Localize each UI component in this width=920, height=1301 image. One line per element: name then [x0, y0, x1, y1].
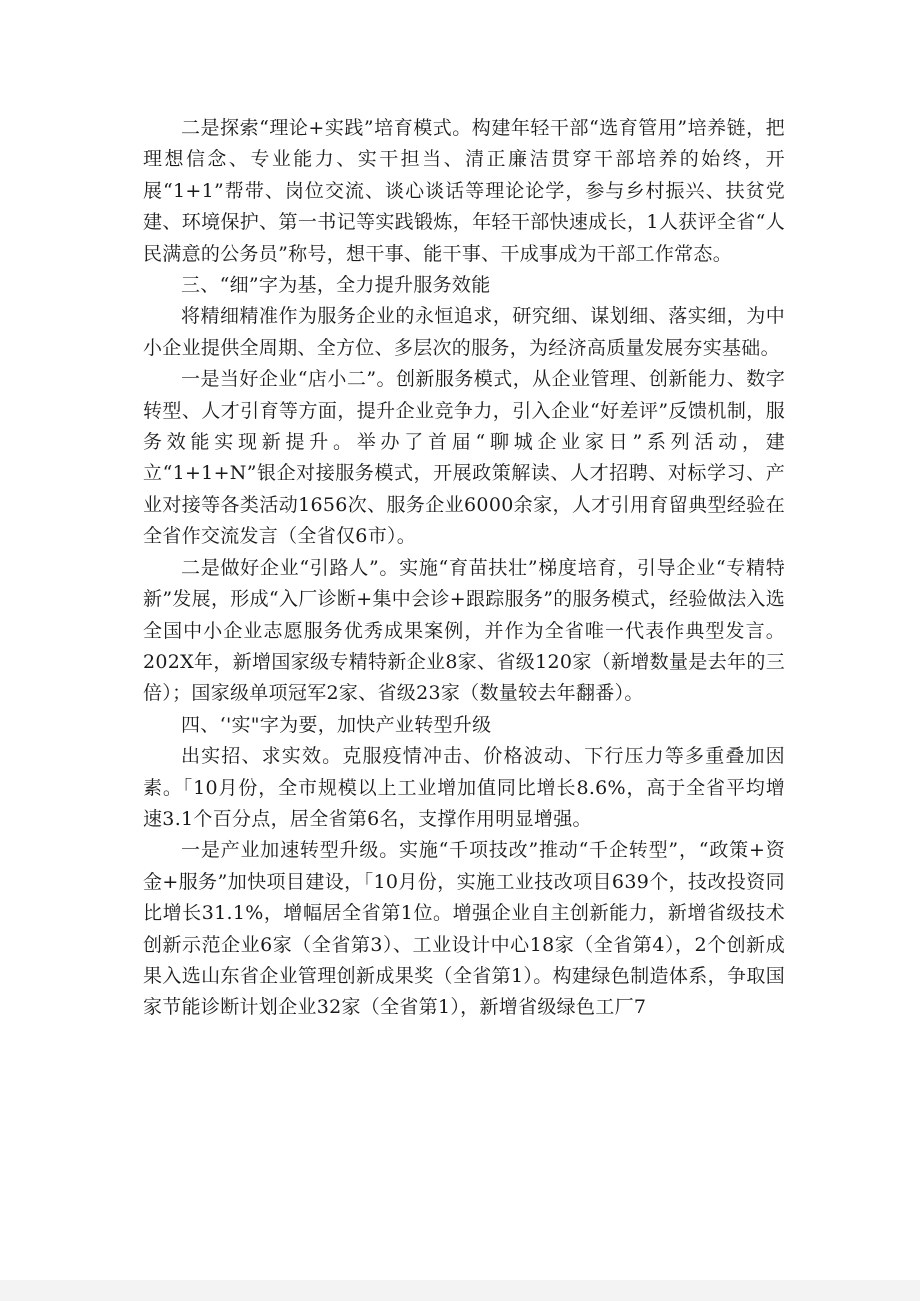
page-footer-band: [0, 1280, 920, 1301]
paragraph-service-intro: 将精细精准作为服务企业的永恒追求，研究细、谋划细、落实细，为中小企业提供全周期、全方位、多层次的服务，为经济高质量发展夯实基础。: [143, 305, 785, 359]
document-body: [143, 113, 785, 1024]
section-heading-industry: 四、‘'实"字为要，加快产业转型升级: [181, 713, 492, 736]
paragraph-enterprise-guide: 二是做好企业“引路人”。实施“育苗扶壮”梯度培育，引导企业“专精特新”发展，形成“入厂诊断+集中会诊+跟踪服务”的服务模式，经验做法入选全国中小企业志愿服务优秀成果案例，并作为全省唯一代表作典型发言。202X年，新增国家级专精特新企业8家、省级120家（新增数量是去年的三倍）；国家级单项冠军2家、省级23家（数量较去年翻番）。: [143, 556, 785, 705]
section-heading-service: 三、“细”字为基，全力提升服务效能: [181, 274, 491, 297]
paragraph-enterprise-service: 一是当好企业“店小二”。创新服务模式，从企业管理、创新能力、数字转型、人才引育等方面，提升企业竞争力，引入企业“好差评”反馈机制，服务效能实现新提升。举办了首届“聊城企业家日”系列活动，建立“1+1+N”银企对接服务模式，开展政策解读、人才招聘、对标学习、产业对接等各类活动1656次、服务企业6000余家，人才引用育留典型经验在全省作交流发言（全省仅6市）。: [143, 368, 785, 548]
paragraph-industry-upgrade: 一是产业加速转型升级。实施“千项技改”推动“千企转型”，“政策+资金+服务”加快项目建设，「10月份，实施工业技改项目639个，技改投资同比增长31.1%，增幅居全省第1位。增强企业自主创新能力，新增省级技术创新示范企业6家（全省第3）、工业设计中心18家（全省第4），2个创新成果入选山东省企业管理创新成果奖（全省第1）。构建绿色制造体系，争取国家节能诊断计划企业32家（全省第1），新增省级绿色工厂7: [143, 839, 785, 1019]
paragraph-industry-intro: 出实招、求实效。克服疫情冲击、价格波动、下行压力等多重叠加因素。「10月份，全市规模以上工业增加值同比增长8.6%，高于全省平均增速3.1个百分点，居全省第6名，支撑作用明显增强。: [143, 745, 785, 830]
paragraph-cadre-training: 二是探索“理论+实践”培育模式。构建年轻干部“选育管用”培养链，把理想信念、专业能力、实干担当、清正廉洁贯穿干部培养的始终，开展“1+1”帮带、岗位交流、谈心谈话等理论论学，参与乡村振兴、扶贫党建、环境保护、第一书记等实践锻炼，年轻干部快速成长，1人获评全省“人民满意的公务员”称号，想干事、能干事、干成事成为干部工作常态。: [143, 117, 785, 265]
